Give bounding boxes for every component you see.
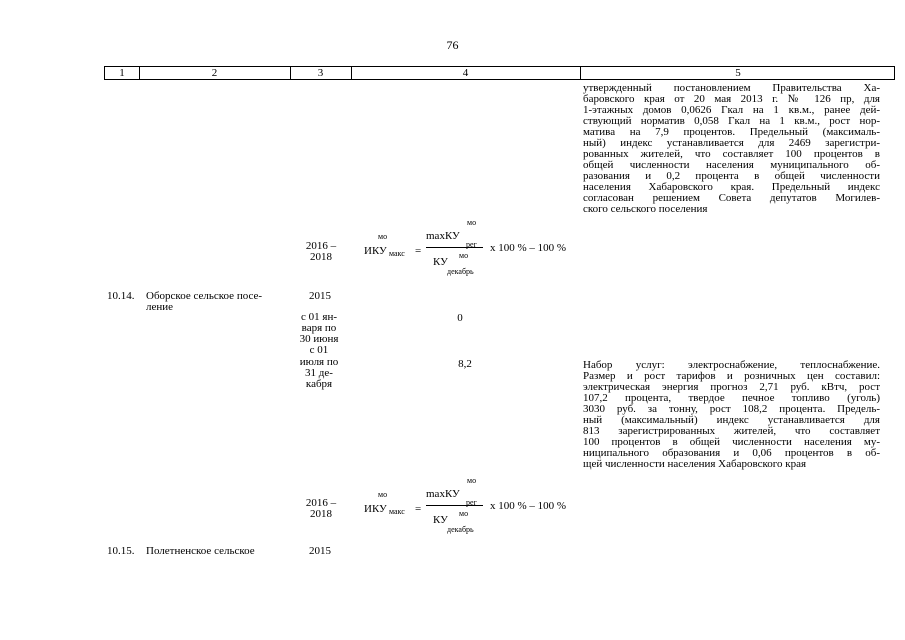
header-col-1: 1 — [119, 67, 125, 79]
text-line: щей численности населения Хабаровского края — [583, 458, 807, 470]
year: 2015 — [309, 545, 331, 557]
text-line: населения Хабаровского края. Предельный индекс — [583, 181, 880, 193]
text-line: 813 зарегистрированных жителей, что составляет — [583, 425, 880, 437]
text-line: рованных жителей, что составляет 100 процентов в — [583, 148, 880, 160]
header-col-4: 4 — [462, 67, 469, 79]
text-line: ского сельского поселения — [583, 203, 708, 215]
text-line: 3030 руб. за тонну, рост 108,2 процента. Предель- — [583, 403, 880, 415]
page-number: 76 — [446, 38, 459, 52]
text-line: ный) индекс устанавливается для 2469 зарегистри- — [583, 137, 880, 149]
formula-2: мо ИКУ макс = мо maxКУ рег мо КУ декабрь x 100 % – 100 % — [364, 476, 567, 534]
row-number: 10.15. — [107, 545, 135, 557]
text-line: 100 процентов в общей численности населения му- — [583, 436, 880, 448]
text-line: согласован решением Совета депутатов Могилев- — [583, 192, 880, 204]
row-number: 10.14. — [107, 290, 135, 302]
header-col-3: 3 — [317, 67, 324, 79]
text-line: общей численности населения муниципального об- — [583, 159, 880, 171]
text-line: ниципального образования и 0,06 процентов в об- — [583, 447, 880, 459]
formula-1: мо ИКУ макс = мо maxКУ рег мо КУ декабрь x 100 % – 100 % — [364, 218, 567, 276]
index-value-1: 0 — [457, 312, 463, 324]
text-line: разования и 0,2 процента в общей численности — [583, 170, 880, 182]
year: 2015 — [309, 290, 331, 302]
header-col-2: 2 — [211, 67, 218, 79]
text-line: Размер и рост тарифов и розничных цен составил: — [583, 370, 880, 382]
index-value-2: 8,2 — [458, 358, 472, 370]
row-10-14-description — [583, 360, 880, 470]
text-line: ный (максимальный) индекс устанавливается для — [583, 414, 880, 426]
text-line: 107,2 процента, твердое печное топливо (уголь) — [583, 392, 880, 404]
text-line: утвержденный постановлением Правительства Ха- — [583, 82, 880, 94]
period-2016-2018: 2016 – 2018 — [305, 497, 337, 520]
text-line: Набор услуг: электроснабжение, теплоснабжение. — [583, 359, 880, 371]
text-line: баровского края от 20 мая 2013 г. № 126 пр, для — [583, 93, 880, 105]
period-first-half: с 01 ян- варя по 30 июня с 01 — [299, 311, 339, 356]
text-line: 1-этажных домов 0,0626 Гкал на 1 кв.м., ранее дей- — [583, 104, 880, 116]
text-line: электрическая энергия прогноз 2,71 руб. кВтч, рост — [583, 381, 880, 393]
period-2016-2018: 2016 – 2018 — [305, 240, 337, 263]
period-second-half: июля по 31 де- кабря — [299, 356, 339, 390]
settlement-name: Полетненское сельское — [146, 545, 255, 557]
table-header-row — [104, 66, 895, 80]
header-col-5: 5 — [735, 67, 741, 79]
settlement-name: Оборское сельское посе- ление — [146, 290, 263, 313]
block1-description — [583, 83, 880, 215]
text-line: ствующий норматив 0,058 Гкал на 1 кв.м., рост нор- — [583, 115, 880, 127]
text-line: матива на 7,9 процентов. Предельный (максималь- — [583, 126, 880, 138]
